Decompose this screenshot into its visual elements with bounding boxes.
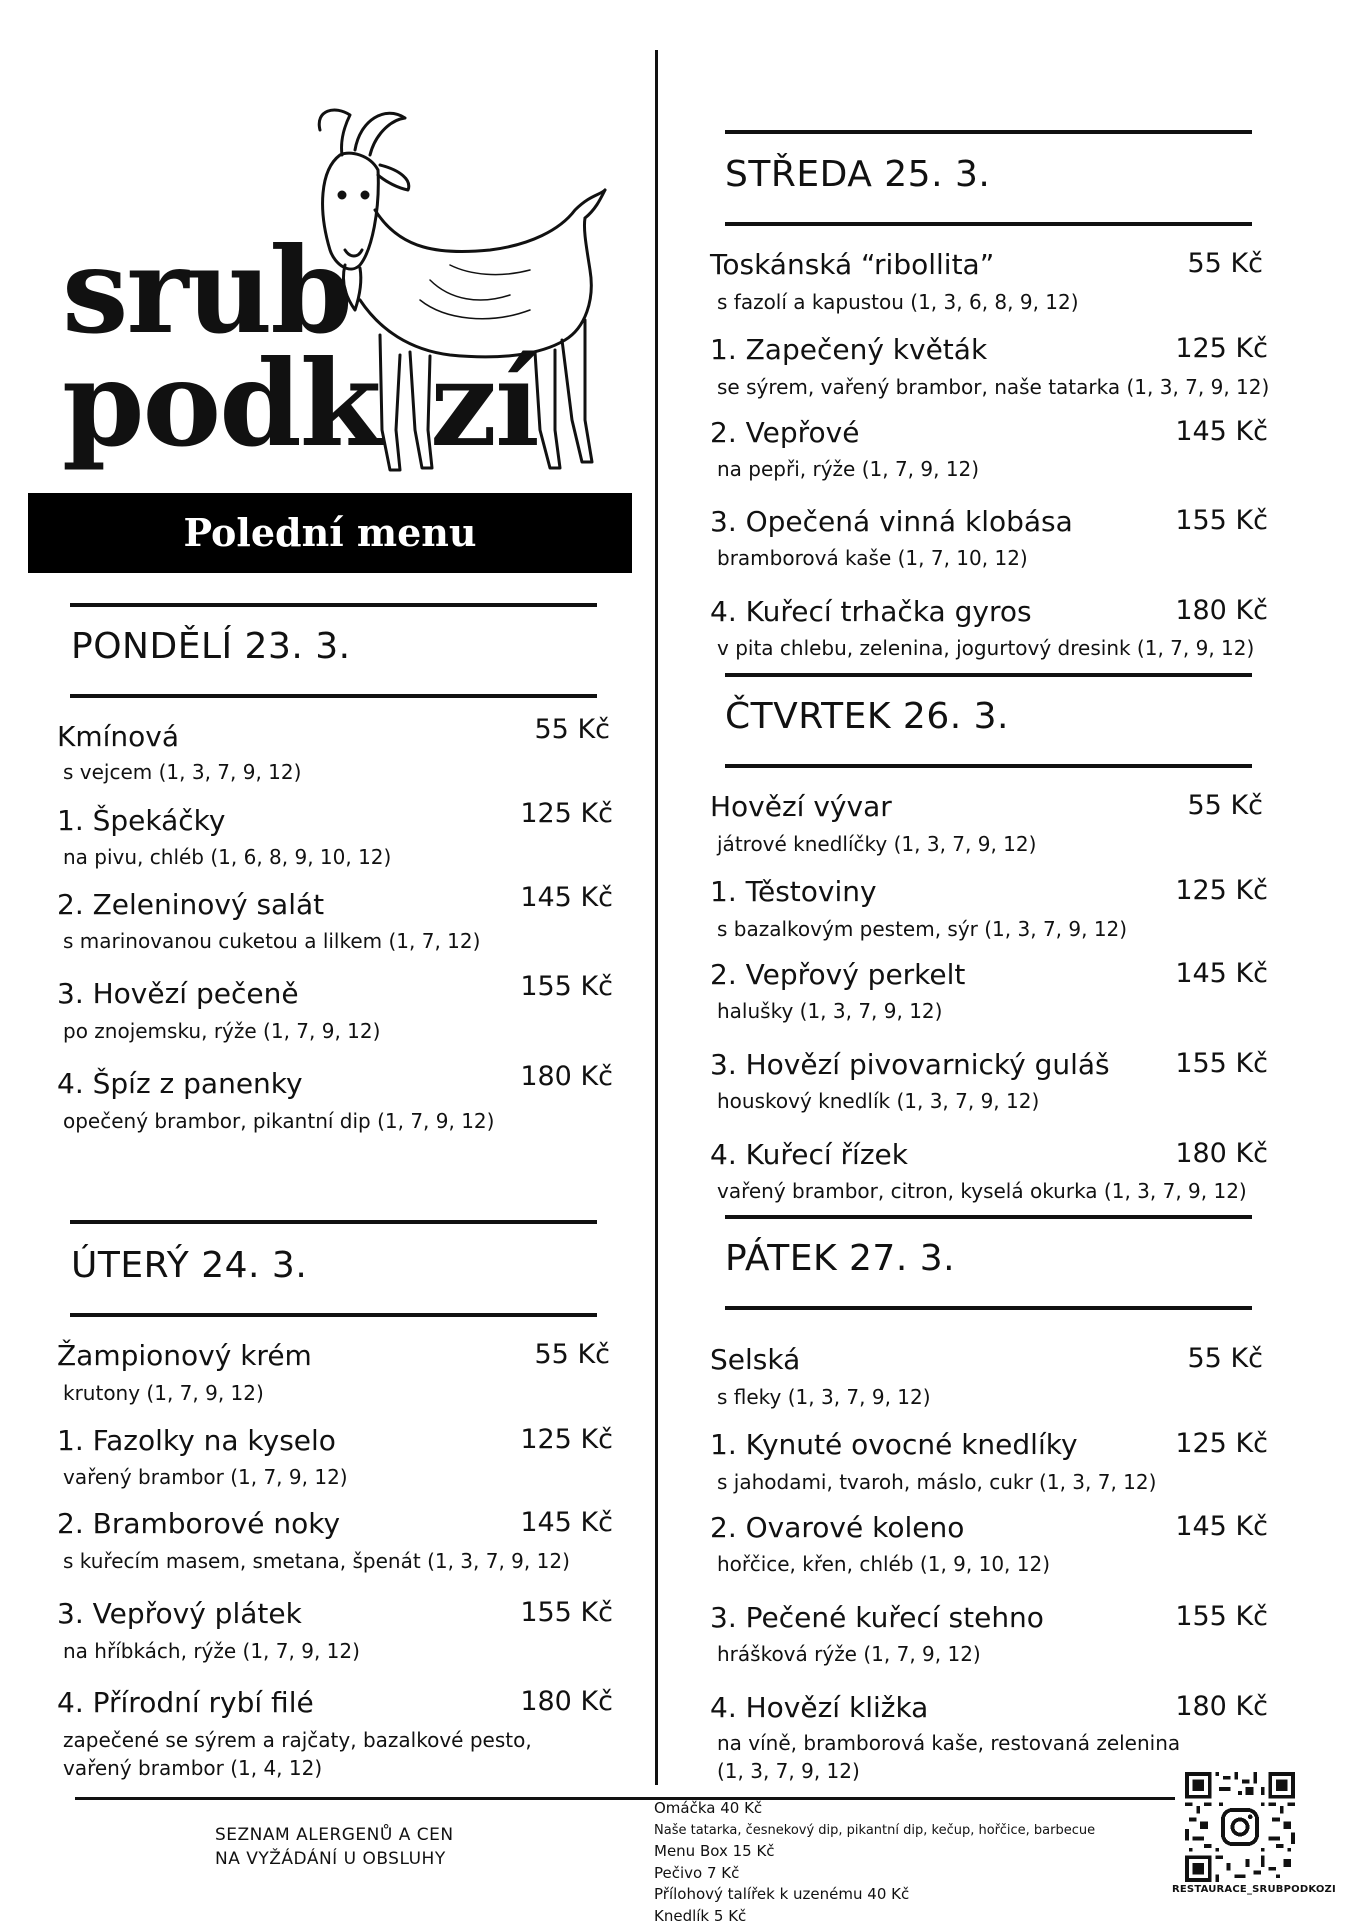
- dish-price: 155 Kč: [1150, 505, 1268, 536]
- dish-desc: bramborová kaše (1, 7, 10, 12): [717, 546, 1028, 570]
- rule-bottom-wednesday: [725, 222, 1252, 226]
- dish-name: 1. Fazolky na kyselo: [57, 1424, 336, 1457]
- qr-caption: RESTAURACE_SRUBPODKOZI: [1172, 1884, 1312, 1895]
- dish-price: 155 Kč: [500, 971, 613, 1002]
- dish-price: 145 Kč: [500, 882, 613, 913]
- dish-name: Selská: [710, 1343, 800, 1376]
- allergen-notice-line1: SEZNAM ALERGENŮ A CEN: [215, 1823, 475, 1847]
- dish-name: 3. Pečené kuřecí stehno: [710, 1601, 1044, 1634]
- extras-list: [654, 1798, 1095, 1927]
- allergen-notice: [215, 1823, 475, 1871]
- dish-desc: hořčice, křen, chléb (1, 9, 10, 12): [717, 1552, 1050, 1576]
- extras-item: Omáčka 40 Kč: [654, 1798, 1095, 1820]
- dish-name: 2. Bramborové noky: [57, 1507, 340, 1540]
- dish-desc: hrášková rýže (1, 7, 9, 12): [717, 1642, 981, 1666]
- allergen-notice-line2: NA VYŽÁDÁNÍ U OBSLUHY: [215, 1847, 475, 1871]
- dish-price: 180 Kč: [1150, 595, 1268, 626]
- dish-name: 3. Hovězí pivovarnický guláš: [710, 1048, 1110, 1081]
- dish-desc: na hříbkách, rýže (1, 7, 9, 12): [63, 1639, 360, 1663]
- dish-name: 4. Přírodní rybí filé: [57, 1686, 314, 1719]
- dish-price: 145 Kč: [1150, 1511, 1268, 1542]
- dish-name: Žampionový krém: [57, 1339, 312, 1372]
- dish-name: 1. Zapečený květák: [710, 333, 987, 366]
- dish-price: 145 Kč: [500, 1507, 613, 1538]
- dish-desc: vařený brambor, citron, kyselá okurka (1, 3, 7, 9, 12): [717, 1179, 1247, 1203]
- dish-desc: zapečené se sýrem a rajčaty, bazalkové pesto, vařený brambor (1, 4, 12): [63, 1726, 563, 1782]
- dish-desc: houskový knedlík (1, 3, 7, 9, 12): [717, 1089, 1039, 1113]
- dish-price: 180 Kč: [500, 1686, 613, 1717]
- day-title-friday: PÁTEK 27. 3.: [725, 1238, 955, 1279]
- rule-bottom-friday: [725, 1306, 1252, 1310]
- dish-name: 4. Kuřecí řízek: [710, 1138, 908, 1171]
- dish-desc: opečený brambor, pikantní dip (1, 7, 9, 12): [63, 1109, 494, 1133]
- dish-price: 155 Kč: [500, 1597, 613, 1628]
- day-title-monday: PONDĚLÍ 23. 3.: [71, 626, 351, 667]
- dish-name: 4. Kuřecí trhačka gyros: [710, 595, 1032, 628]
- dish-desc: s vejcem (1, 3, 7, 9, 12): [63, 760, 301, 784]
- dish-desc: s marinovanou cuketou a lilkem (1, 7, 12): [63, 929, 480, 953]
- dish-name: 2. Ovarové koleno: [710, 1511, 964, 1544]
- extras-item: Knedlík 5 Kč: [654, 1906, 1095, 1927]
- dish-desc: v pita chlebu, zelenina, jogurtový dresink (1, 7, 9, 12): [717, 636, 1254, 660]
- rule-top-wednesday: [725, 130, 1252, 134]
- column-divider: [655, 50, 658, 1785]
- dish-name: Hovězí vývar: [710, 790, 892, 823]
- extras-item: Naše tatarka, česnekový dip, pikantní dip, kečup, hořčice, barbecue: [654, 1820, 1095, 1842]
- dish-name: 2. Vepřový perkelt: [710, 958, 965, 991]
- dish-desc: s kuřecím masem, smetana, špenát (1, 3, 7, 9, 12): [63, 1549, 570, 1573]
- dish-desc: s fazolí a kapustou (1, 3, 6, 8, 9, 12): [717, 290, 1079, 314]
- rule-top-thursday: [725, 673, 1252, 677]
- dish-price: 145 Kč: [1150, 958, 1268, 989]
- extras-item: Menu Box 15 Kč: [654, 1841, 1095, 1863]
- dish-price: 55 Kč: [1150, 1343, 1263, 1374]
- dish-desc: krutony (1, 7, 9, 12): [63, 1381, 264, 1405]
- logo-word-podk: podk: [62, 345, 379, 463]
- dish-name: 1. Těstoviny: [710, 875, 877, 908]
- rule-top-monday: [70, 603, 597, 607]
- dish-desc: vařený brambor (1, 7, 9, 12): [63, 1465, 348, 1489]
- dish-desc: s fleky (1, 3, 7, 9, 12): [717, 1385, 931, 1409]
- logo-word-srub: srub: [62, 232, 351, 350]
- dish-name: 3. Hovězí pečeně: [57, 977, 299, 1010]
- day-title-thursday: ČTVRTEK 26. 3.: [725, 696, 1009, 737]
- dish-price: 55 Kč: [1150, 790, 1263, 821]
- dish-price: 125 Kč: [1150, 1428, 1268, 1459]
- dish-price: 180 Kč: [1150, 1138, 1268, 1169]
- dish-desc: po znojemsku, rýže (1, 7, 9, 12): [63, 1019, 380, 1043]
- dish-price: 155 Kč: [1150, 1048, 1268, 1079]
- goat-illustration: [300, 100, 640, 480]
- dish-price: 180 Kč: [500, 1061, 613, 1092]
- day-title-tuesday: ÚTERÝ 24. 3.: [71, 1245, 307, 1286]
- dish-desc: játrové knedlíčky (1, 3, 7, 9, 12): [717, 832, 1036, 856]
- rule-top-friday: [725, 1215, 1252, 1219]
- dish-price: 55 Kč: [500, 1339, 610, 1370]
- dish-desc: na víně, bramborová kaše, restovaná zelenina (1, 3, 7, 9, 12): [717, 1729, 1197, 1785]
- dish-price: 125 Kč: [500, 798, 613, 829]
- dish-name: Kmínová: [57, 720, 179, 753]
- day-title-wednesday: STŘEDA 25. 3.: [725, 154, 990, 195]
- dish-price: 125 Kč: [1150, 875, 1268, 906]
- dish-name: 2. Vepřové: [710, 416, 859, 449]
- dish-price: 125 Kč: [500, 1424, 613, 1455]
- dish-name: 4. Špíz z panenky: [57, 1067, 303, 1100]
- qr-code[interactable]: [1185, 1772, 1295, 1882]
- dish-name: 2. Zeleninový salát: [57, 888, 324, 921]
- dish-name: Toskánská “ribollita”: [710, 248, 994, 281]
- dish-desc: s jahodami, tvaroh, máslo, cukr (1, 3, 7, 12): [717, 1470, 1156, 1494]
- dish-desc: halušky (1, 3, 7, 9, 12): [717, 999, 942, 1023]
- dish-price: 55 Kč: [500, 714, 610, 745]
- rule-top-tuesday: [70, 1220, 597, 1224]
- logo-word-zi: zí: [430, 345, 538, 463]
- dish-name: 1. Kynuté ovocné knedlíky: [710, 1428, 1078, 1461]
- dish-price: 145 Kč: [1150, 416, 1268, 447]
- dish-price: 155 Kč: [1150, 1601, 1268, 1632]
- dish-name: 3. Vepřový plátek: [57, 1597, 302, 1630]
- dish-name: 1. Špekáčky: [57, 804, 225, 837]
- rule-bottom-tuesday: [70, 1313, 597, 1317]
- dish-name: 4. Hovězí kližka: [710, 1691, 928, 1724]
- menu-banner: Polední menu: [28, 493, 632, 573]
- extras-item: Přílohový talířek k uzenému 40 Kč: [654, 1884, 1095, 1906]
- dish-price: 125 Kč: [1150, 333, 1268, 364]
- dish-name: 3. Opečená vinná klobása: [710, 505, 1073, 538]
- extras-item: Pečivo 7 Kč: [654, 1863, 1095, 1885]
- dish-desc: s bazalkovým pestem, sýr (1, 3, 7, 9, 12): [717, 917, 1127, 941]
- dish-desc: na pivu, chléb (1, 6, 8, 9, 10, 12): [63, 845, 391, 869]
- rule-bottom-thursday: [725, 764, 1252, 768]
- dish-price: 55 Kč: [1150, 248, 1263, 279]
- dish-desc: na pepři, rýže (1, 7, 9, 12): [717, 457, 979, 481]
- rule-bottom-monday: [70, 694, 597, 698]
- dish-desc: se sýrem, vařený brambor, naše tatarka (1, 3, 7, 9, 12): [717, 375, 1269, 399]
- dish-price: 180 Kč: [1150, 1691, 1268, 1722]
